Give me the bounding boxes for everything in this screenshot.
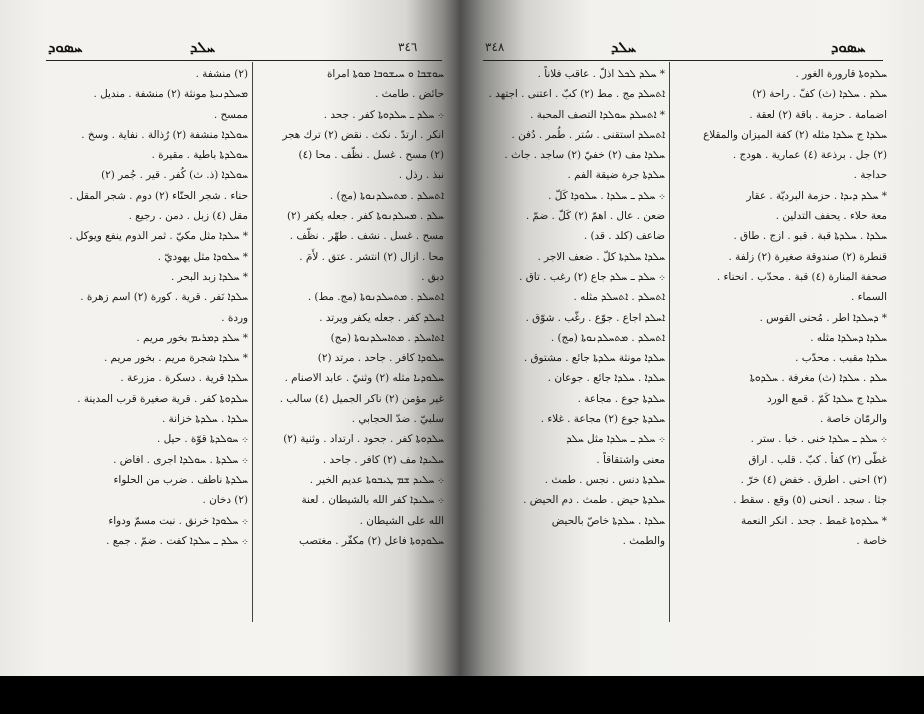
entry-line: ܐܬܚܠܕ . ܡܬܚܠܕܢܘܬܐ (مج) . (550, 331, 665, 344)
entry-line: اضمامة . حزمة . باقة (٢) لعقة . (749, 108, 887, 121)
left-page (0, 0, 461, 676)
left-page-right-column (258, 64, 444, 551)
entry-line: ܚܠܕܬܐ ناطف . ضرب من الحلواء (113, 473, 248, 486)
entry-line: ܀ ܚܠܘܕܐ خرنق . نبت مسمّ ودواء (108, 514, 248, 527)
entry-line: مقل (٤) زبل . دمن . رجيع . (128, 210, 248, 223)
entry-line: غطّى (٢) كفأ . كبّ . قلب . اراق (748, 453, 887, 466)
entry-line: جثا . سجد . انحنى (٥) وقع . سقط . (733, 494, 887, 507)
entry-line: ܚܠܕܬܐ جوع (٢) مجاعة . غلاء . (540, 413, 665, 426)
entry-line: ܚܠܕ . ܡܚܠܕܢܘܬܐ كفر . جعله يكفر (٢) (286, 210, 444, 223)
entry-line: صحفة المنارة (٤) قبة . محدّب . انحناء . (716, 270, 887, 283)
entry-line: ܚܠܕܐ قرية . دسكرة . مزرعة . (120, 372, 248, 385)
right-column-divider (669, 62, 670, 622)
right-page (461, 0, 924, 676)
entry-line: ܐܬܐܚܠܕ . ܡܬܐܚܠܕܢܘܬܐ (مج) (330, 331, 444, 344)
entry-line: والرمّان خاصة . (819, 413, 887, 426)
entry-line: ܚܠܕܬܐ جرة ضيقة الفم . (567, 169, 665, 182)
entry-line: قنطرة (٢) صندوقة صغيرة (٢) زلفة . (728, 250, 887, 263)
entry-line: ܐܚܠܕ كفر . جعله يكفر ويرتد . (319, 311, 444, 324)
entry-line: * ܚܠܘܕܐ مثل يهوديّ . (157, 250, 248, 263)
entry-line: ܚܘܠܕܐ (ذ. ث) كُفر . قير . جُمر (٢) (101, 169, 248, 182)
entry-line: (٢) مسح . غسل . نظّف . محا (٤) (298, 149, 444, 162)
left-header-rule (46, 60, 442, 61)
entry-line: ܐܬܚܠܕ . ܐܬܚܠܕ مثله . (573, 291, 665, 304)
entry-line: * ܐܬܚܠܕ ܚܘܠܕܐ التصف المحبة . (530, 108, 665, 121)
entry-line: ܐܚܠܕ اجاع . جوّع . رغّب . شوّق . (525, 311, 665, 324)
entry-line: السماء . (851, 291, 887, 304)
entry-line: ܀ ܚܠܕܬܐ . ܚܘܠܕܐ اجرى . افاض . (113, 453, 248, 466)
entry-line: * ܚܠܕ ܕܝܕܐ . حزمة البرديّة . عقار (746, 189, 887, 202)
entry-line: انكر . ارتدّ . نكث . نقض (٢) ترك هجر (282, 128, 444, 141)
entry-line: ضاعف (كلد . قد) . (583, 230, 665, 243)
entry-line: ܀ ܚܠܝܕܐ كفر الله بالشيطان . لعنة (301, 494, 444, 507)
left-page-left-column (44, 64, 248, 551)
entry-line: ܚܠܘܕܘܬܐ فاعل (٢) مكفّر . مغتصب (299, 534, 444, 547)
entry-line: ܚܠܕ . ܚܠܕܐ (ث) كفّ . راحة (٢) (752, 88, 887, 101)
entry-line: ܚܠܘܕܐ كافر . جاحد . مرتد (٢) (317, 352, 444, 365)
entry-line: سلبيّ . ضدّ الحجابي . (351, 413, 444, 426)
entry-line: ܚܘܠܕܐ منشفة (٢) رُذالة . نفاية . وسخ . (81, 128, 248, 141)
right-header-root: ܚܠܕ (611, 38, 637, 56)
entry-line: * ܚܠܕ ܠܟܠ اذلّ . عاقب فلاناً . (537, 68, 665, 80)
left-column-divider (252, 62, 253, 622)
entry-line: ܚܠܕܐ . ܚܠܕܬܐ قبة . قبو . ازج . طاق . (733, 230, 887, 243)
entry-line: ܚܠܕܐ . ܚܠܕܐ جائع . جوعان . (547, 372, 665, 385)
entry-line: ܚܠܕܐ . ܚܠܕܬܐ خزانة . (161, 413, 248, 426)
entry-line: ܚܠܕܐ ج ܚܠܕܐ مثله (٢) كفة الميزان والمقلاع (703, 128, 887, 141)
entry-line: ܐܬܚܠܕ مج . مط (٢) كبّ . اعتنى . اجتهد . (488, 88, 665, 101)
entry-line: ܡܚܠܕܢܝܬܐ مونثة (٢) منشفة . منديل . (93, 88, 248, 101)
entry-line: حناء . شجر الحنّاء (٢) دوم . شجر المقل . (69, 189, 248, 202)
entry-line: ܚܠܕܘܬܐ كفر . جحود . ارتداد . وثنية (٢) (283, 433, 444, 446)
entry-line: ܀ ܚܠܕ ـ ܚܠܕܐ مثل ܚܠܕ (566, 433, 665, 446)
entry-line: ܚܠܕܬܐ دنس . نجس . طمث . (544, 473, 665, 486)
entry-line: * ܚܠܕܐ شجرة مريم . بخور مريم . (103, 352, 248, 365)
scan-background (0, 676, 924, 714)
entry-line: ܐܬܚܠܕ . ܡܬܚܠܕܢܘܬܐ (مج) . (329, 189, 444, 202)
entry-line: ܚܠܕܬܐ حيض . طمث . دم الحيض . (523, 494, 665, 507)
entry-line: * ܚܠܕܘܬܐ غمط . جحد . انكر النعمة (740, 514, 887, 527)
right-page-right-column (673, 64, 887, 551)
entry-line: ܚܠܕܘܬܐ كفر . قرية صغيرة قرب المدينة . (77, 392, 248, 405)
entry-line: غير مؤمن (٢) ناكر الجميل (٤) سالب . (279, 392, 444, 405)
right-header-rule (483, 60, 883, 61)
entry-line: * ܚܠܕ ܕܡܪܝܡ بخور مريم . (136, 331, 248, 344)
entry-line: * ܕܚܠܕܐ اطر . مُحنى القوس . (759, 311, 887, 324)
entry-line: ܀ ܚܠܕ ـ ܚܠܕܐ خنى . خبا . ستر . (750, 433, 887, 446)
left-header-root: ܚܠܕ (190, 38, 216, 56)
entry-line: خاصة . (856, 534, 887, 547)
entry-line: نبذ . رذل . (398, 169, 444, 182)
entry-line: ܀ ܚܠܝܕ ܫܡ ܛܝܒܘܬܐ عديم الخير . (309, 473, 444, 486)
entry-line: ܚܠܕܐ ج ܚܠܕܐ كَمّ . قمع الورد (767, 392, 887, 405)
right-header-word: ܚܣܘܕ (831, 38, 866, 56)
entry-line: مسح . غسل . نشف . طهّر . نظّف . (289, 230, 444, 243)
entry-line: حائض . طامث . (375, 88, 444, 101)
entry-line: ܚܠܕܐ مقبب . محدّب . (795, 352, 887, 365)
entry-line: ܚܠܕ . ܚܠܕܐ (ث) مغرفة . ܚܠܕܘܬܐ (749, 372, 887, 385)
entry-line: ܚܠܕܐ مف (٢) خفيّ (٢) ساجد . جاث . (504, 149, 665, 162)
entry-line: (٢) دخان . (202, 494, 248, 507)
entry-line: ܚܘܫܒܐ ܘ ܚܝܫܘܒܐ ܡܘܬܐ امراة (326, 68, 444, 80)
entry-line: ܚܠܕܐ ܚܠܕܬܐ كلّ . ضعف الاجر . (537, 250, 665, 263)
entry-line: معة حلاء . يحفف التدلين . (775, 210, 887, 223)
entry-line: ܀ ܚܠܕ ـ ܚܠܕ جاع (٢) رغب . تاق . (519, 270, 665, 283)
entry-line: ܚܠܘܕܝܐ مثله (٢) وثنيّ . عابد الاصنام . (284, 372, 444, 385)
entry-line: والطمث . (622, 534, 665, 547)
entry-line: حداجة . (853, 169, 887, 182)
entry-line: ܀ ܚܠܕ ـ ܚܠܕܐ . ܚܠܘܕܐ كَلّ . (548, 189, 665, 202)
entry-line: ܐܬܚܠܕ . ܡܬܚܠܕܢܘܬܐ (مج. مط) . (307, 291, 444, 304)
entry-line: ܚܠܕܬܐ جوع . مجاعة . (577, 392, 665, 405)
entry-line: الله على الشيطان . (359, 514, 444, 527)
entry-line: ܚܠܕܘܬܐ قارورة الغور . (795, 68, 887, 80)
entry-line: ܀ ܚܠܕ ـ ܚܠܕܐ كفت . ضمّ . جمع . (106, 534, 248, 547)
right-page-left-column (481, 64, 665, 551)
entry-line: ܀ ܚܠܕ ـ ܚܠܕܘܬܐ كفر . جحد . (323, 108, 444, 121)
entry-line: ܀ ܚܘܠܕܬܐ قوّة . حيل . (156, 433, 248, 446)
left-header-word: ܚܣܘܕ (48, 38, 83, 56)
entry-line: (٢) منشفة . (195, 68, 248, 80)
entry-line: ܚܠܕܐ مونثة ܚܠܕܬܐ جائع . مشتوق . (523, 352, 665, 365)
entry-line: دبق . (421, 270, 444, 283)
entry-line: (٢) احنى . اطرق . خفض (٤) خرّ . (740, 473, 887, 486)
entry-line: ضعن . عال . اهمّ (٢) كَلّ . ضمّ . (525, 210, 665, 223)
right-page-number: ٣٤٨ (485, 40, 505, 54)
entry-line: ܐܬܚܠܕ استقنى . سُتر . طُمر . دُفن . (511, 128, 665, 141)
entry-line: محا . ازال (٢) انتشر . عتق . لأَمَ . (299, 250, 444, 263)
entry-line: ܚܘܠܕܬܐ باطية . مقيرة . (151, 149, 248, 162)
entry-line: ܚܠܕܐ . ܚܠܕܬܐ خاصّ بالحيض (551, 514, 665, 527)
entry-line: * ܚܠܕܐ زبد البحر . (170, 270, 248, 283)
entry-line: * ܚܠܕܐ مثل مكيّ . ثمر الدوم ينفع ويوكل . (69, 230, 248, 243)
left-page-number: ٣٤٦ (398, 40, 418, 54)
entry-line: ܚܠܕܐ ܕܚܠܕܐ مثله . (810, 331, 887, 344)
entry-line: ܚܠܝܕܐ مف (٢) كافر . جاحد . (322, 453, 444, 466)
entry-line: ܚܠܕܐ نَفر . قرية . كورة (٢) اسم زهرة . (80, 291, 248, 304)
entry-line: وردة . (221, 311, 248, 324)
entry-line: ممسح . (213, 108, 248, 121)
entry-line: معنى واشتقاقاً . (596, 453, 665, 466)
entry-line: (٢) جل . برذعة (٤) عمارية . هودج . (732, 149, 887, 162)
